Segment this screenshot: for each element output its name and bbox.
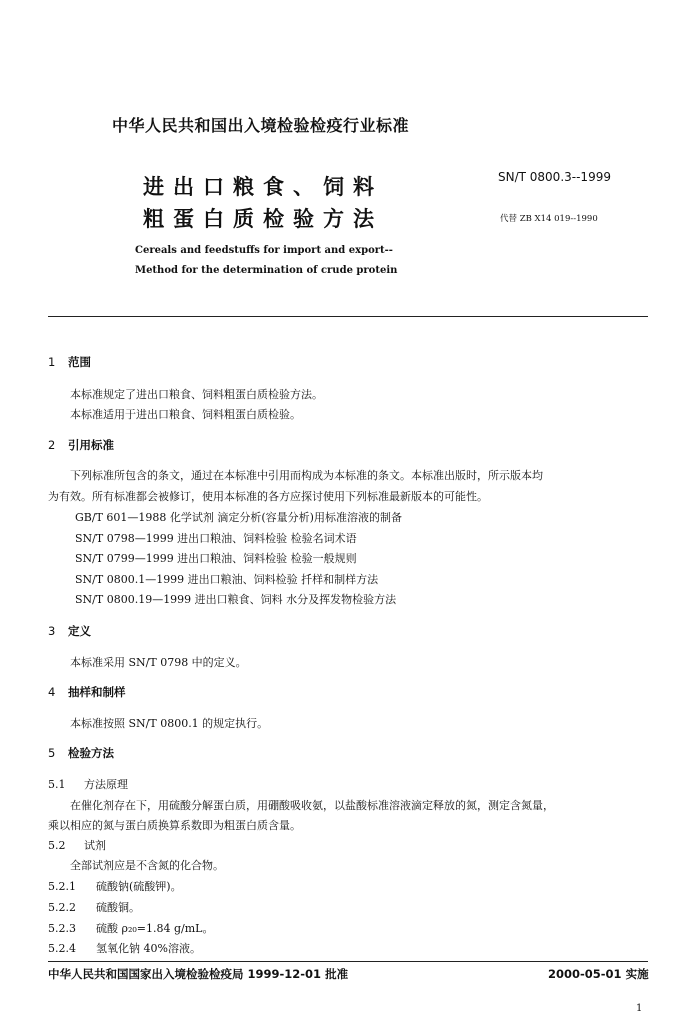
effective-date: 2000-05-01 实施 <box>548 967 649 981</box>
section-3-heading: 3 定义 <box>48 624 91 638</box>
section-2-heading: 2 引用标准 <box>48 438 114 452</box>
subsection-5-2-para-1: 全部试剂应是不含氮的化合物。 <box>70 859 224 872</box>
section-4-heading: 4 抽样和制样 <box>48 685 126 699</box>
subsection-5-1-para-2: 乘以相应的氮与蛋白质换算系数即为粗蛋白质含量。 <box>48 819 301 832</box>
section-1-para-1: 本标准规定了进出口粮食、饲料粗蛋白质检验方法。 <box>70 388 323 401</box>
subsection-5-1-heading: 5.1 方法原理 <box>48 778 128 791</box>
subsection-5-2-heading: 5.2 试剂 <box>48 839 106 852</box>
section-1-heading: 1 范围 <box>48 355 91 369</box>
section-1-para-2: 本标准适用于进出口粮食、饲料粗蛋白质检验。 <box>70 408 301 421</box>
section-2-para-2: 为有效。所有标准都会被修订，使用本标准的各方应探讨使用下列标准最新版本的可能性。 <box>48 490 488 503</box>
reference-item: SN/T 0800.19—1999 进出口粮食、饲料 水分及挥发物检验方法 <box>75 593 397 606</box>
page-number: 1 <box>636 1003 643 1014</box>
reagent-item: 5.2.2 硫酸铜。 <box>48 901 140 914</box>
section-5-heading: 5 检验方法 <box>48 746 114 760</box>
reference-item: SN/T 0798—1999 进出口粮油、饲料检验 检验名词术语 <box>75 532 357 545</box>
reagent-item: 5.2.3 硫酸 ρ₂₀=1.84 g/mL。 <box>48 922 214 935</box>
reference-item: GB/T 601—1988 化学试剂 滴定分析(容量分析)用标准溶液的制备 <box>75 511 402 524</box>
approval-statement: 中华人民共和国国家出入境检验检疫局 1999-12-01 批准 <box>48 967 349 981</box>
subsection-5-1-para-1: 在催化剂存在下，用硫酸分解蛋白质，用硼酸吸收氨，以盐酸标准溶液滴定释放的氮，测定含氮量， <box>70 799 554 812</box>
section-4-para-1: 本标准按照 SN/T 0800.1 的规定执行。 <box>70 717 269 730</box>
header-divider <box>48 316 648 317</box>
section-2-para-1: 下列标准所包含的条文，通过在本标准中引用而构成为本标准的条文。本标准出版时，所示版本均 <box>70 469 543 482</box>
section-3-para-1: 本标准采用 SN/T 0798 中的定义。 <box>70 656 247 669</box>
english-title-line-2: Method for the determination of crude protein <box>135 265 398 276</box>
reference-item: SN/T 0800.1—1999 进出口粮油、饲料检验 扦样和制样方法 <box>75 573 379 586</box>
issuing-organization: 中华人民共和国出入境检验检疫行业标准 <box>112 116 410 135</box>
reagent-item: 5.2.4 氢氧化钠 40%溶液。 <box>48 942 201 955</box>
english-title-line-1: Cereals and feedstuffs for import and export-- <box>135 245 393 256</box>
reference-item: SN/T 0799—1999 进出口粮油、饲料检验 检验一般规则 <box>75 552 357 565</box>
title-line-2: 粗蛋白质检验方法 <box>143 207 383 231</box>
reagent-item: 5.2.1 硫酸钠(硫酸钾)。 <box>48 880 182 893</box>
title-line-1: 进出口粮食、饲料 <box>143 175 383 199</box>
footer-divider <box>48 961 648 962</box>
replaces-standard: 代替 ZB X14 019--1990 <box>500 214 598 224</box>
standard-code: SN/T 0800.3--1999 <box>498 170 611 184</box>
